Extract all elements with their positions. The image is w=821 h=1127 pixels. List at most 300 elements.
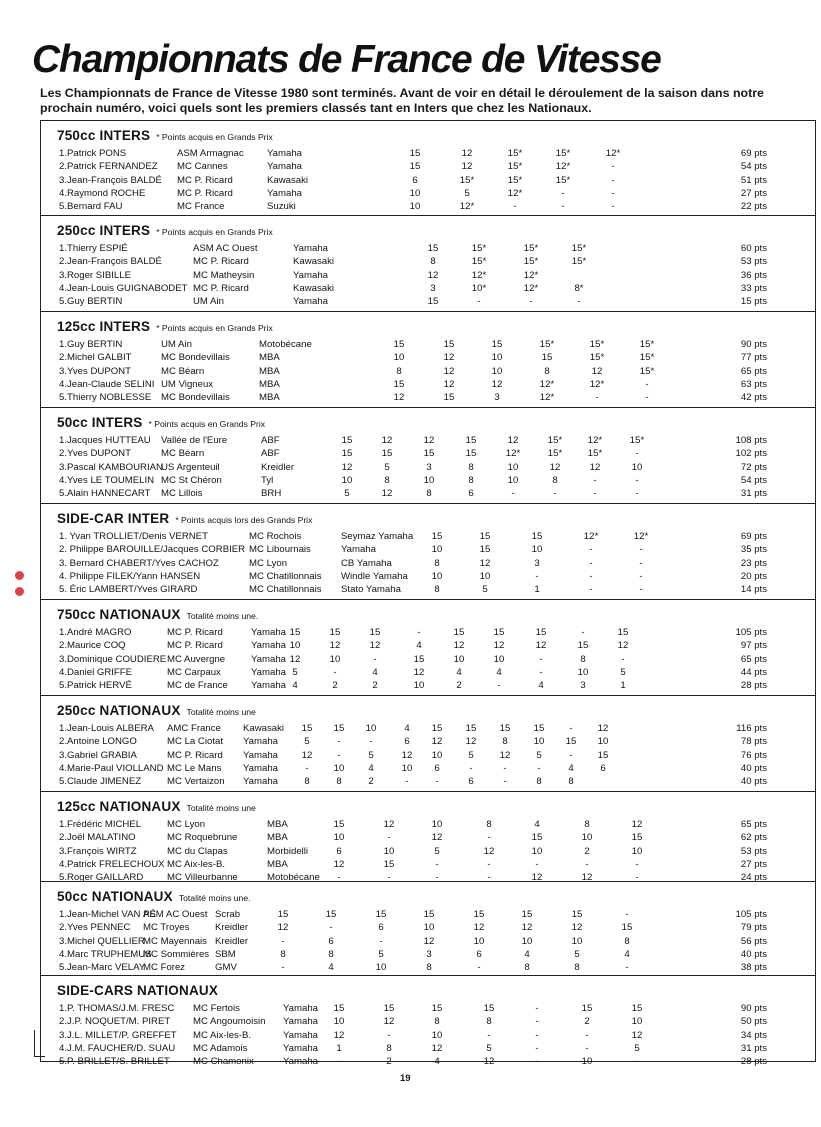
team-name: MC Sommières — [143, 948, 210, 960]
section-note: * Points acquis en Grands Prix — [156, 227, 273, 237]
team-name: MC Adamois — [193, 1042, 248, 1054]
rider-name: 5. Éric LAMBERT/Yves GIRARD — [59, 584, 198, 596]
score-cell: - — [639, 584, 643, 596]
section-title: SIDE-CARS NATIONAUX — [57, 983, 219, 998]
score-cell: 10 — [507, 474, 519, 486]
rider-name: 5.Thierry NOBLESSE — [59, 392, 152, 404]
team-name: AMC France — [167, 723, 221, 734]
score-cell: - — [585, 1029, 589, 1041]
bike-brand: GMV — [215, 962, 237, 974]
rider-name: 1.Patrick PONS — [59, 148, 127, 159]
score-cell: 12 — [431, 832, 443, 844]
table-row — [41, 269, 815, 282]
score-cell: 15 — [301, 723, 313, 734]
score-cell: 10 — [401, 762, 413, 774]
bike-brand: Yamaha — [267, 148, 303, 159]
score-cell: 15 — [383, 1003, 395, 1014]
score-cell: 15 — [617, 627, 629, 638]
score-cell: 15* — [555, 174, 571, 186]
score-cell: 15 — [409, 148, 421, 159]
score-cell: 15* — [507, 148, 523, 159]
score-cell: 12 — [443, 352, 455, 364]
score-cell: - — [417, 627, 421, 638]
score-cell: 15 — [465, 435, 477, 446]
score-cell: 8 — [434, 1016, 440, 1028]
total-points: 27 pts — [740, 187, 767, 199]
total-points: 31 pts — [740, 488, 767, 500]
score-cell: 10 — [431, 544, 443, 556]
score-cell: - — [639, 544, 643, 556]
bike-brand: MBA — [259, 352, 280, 364]
score-cell: - — [405, 776, 409, 788]
rider-name: 4.Marie-Paul VIOLLAND — [59, 762, 164, 774]
score-cell: 12 — [465, 736, 477, 748]
score-cell: 15 — [369, 627, 381, 638]
section-header — [57, 798, 256, 816]
score-cell: 15 — [453, 627, 465, 638]
total-points: 72 pts — [740, 461, 767, 473]
rider-name: 1. Yvan TROLLIET/Denis VERNET — [59, 531, 208, 542]
bike-brand: Kawasaki — [293, 282, 335, 294]
score-cell: - — [535, 1029, 539, 1041]
table-row — [41, 365, 815, 378]
score-cell: 15 — [631, 832, 643, 844]
rider-name: 4. Philippe FILEK/Yann HANSEN — [59, 570, 201, 582]
score-cell: 12 — [289, 653, 301, 665]
score-cell: 8 — [568, 776, 574, 788]
score-cell: 8 — [304, 776, 310, 788]
score-cell: - — [539, 653, 543, 665]
section-note: Totalité moins une — [186, 707, 256, 717]
results-section — [41, 975, 815, 1068]
score-cell: 5 — [378, 948, 384, 960]
rider-name: 2.Maurice COQ — [59, 640, 126, 652]
table-row — [41, 679, 815, 692]
total-points: 78 pts — [740, 736, 767, 748]
score-cell: 5 — [292, 666, 298, 678]
score-cell: - — [581, 627, 585, 638]
total-points: 56 pts — [740, 935, 767, 947]
rider-name: 2.J.P. NOQUET/M. PIRET — [59, 1016, 171, 1028]
score-cell: 15* — [587, 448, 603, 460]
rider-name: 3.Roger SIBILLE — [59, 269, 131, 281]
score-cell: 15* — [523, 256, 539, 268]
total-points: 15 pts — [740, 296, 767, 308]
score-cell: 12 — [383, 819, 395, 830]
score-cell: 10 — [521, 935, 533, 947]
score-cell: 5 — [384, 461, 390, 473]
score-cell: 15 — [479, 544, 491, 556]
score-cell: 10 — [473, 935, 485, 947]
score-cell: 8 — [624, 935, 630, 947]
score-cell: - — [535, 570, 539, 582]
score-cell: 12 — [531, 872, 543, 884]
table-row — [41, 722, 815, 735]
score-cell: 12 — [301, 749, 313, 761]
score-cell: 10 — [533, 736, 545, 748]
score-cell: 15* — [539, 339, 555, 350]
score-cell: 15 — [479, 531, 491, 542]
score-cell: - — [589, 557, 593, 569]
score-cell: 15 — [333, 723, 345, 734]
score-cell: 12 — [479, 557, 491, 569]
team-name: MC Aix-les-B. — [167, 858, 226, 870]
bike-brand: MBA — [267, 858, 288, 870]
score-cell: 12* — [555, 161, 571, 173]
team-name: MC Lillois — [161, 488, 203, 500]
score-cell: 15 — [631, 1003, 643, 1014]
score-cell: 3 — [494, 392, 500, 404]
score-cell: 10 — [431, 1029, 443, 1041]
score-cell: - — [487, 1029, 491, 1041]
score-cell: 10 — [597, 736, 609, 748]
score-cell: - — [305, 762, 309, 774]
total-points: 65 pts — [740, 653, 767, 665]
score-cell: 15 — [329, 627, 341, 638]
score-cell: 15 — [383, 858, 395, 870]
team-name: UM Ain — [193, 296, 224, 308]
score-cell: - — [503, 776, 507, 788]
score-cell: 12* — [539, 378, 555, 390]
team-name: ASM AC Ouest — [143, 909, 208, 920]
score-cell: 8 — [396, 365, 402, 377]
score-cell: 12 — [453, 640, 465, 652]
team-name: MC Angoumoisin — [193, 1016, 266, 1028]
score-cell: 3 — [580, 680, 586, 692]
score-cell: 8 — [544, 365, 550, 377]
table-row — [41, 461, 815, 474]
total-points: 28 pts — [740, 1056, 767, 1068]
score-cell: 5 — [482, 584, 488, 596]
team-name: MC Roquebrune — [167, 832, 238, 844]
score-cell: 8 — [468, 461, 474, 473]
score-cell: 10 — [431, 749, 443, 761]
team-name: MC Auvergne — [167, 653, 226, 665]
bike-brand: Motobécane — [267, 872, 320, 884]
score-cell: - — [487, 858, 491, 870]
score-cell: 12* — [507, 187, 523, 199]
score-cell: 4 — [372, 666, 378, 678]
score-cell: 15 — [533, 723, 545, 734]
score-cell: 10 — [333, 762, 345, 774]
team-name: MC Lyon — [167, 819, 206, 830]
score-cell: 8 — [430, 256, 436, 268]
score-cell: 15 — [565, 736, 577, 748]
score-cell: 10 — [409, 201, 421, 213]
score-cell: 8 — [328, 948, 334, 960]
section-header — [57, 606, 258, 624]
table-row — [41, 1029, 815, 1042]
score-cell: 15 — [277, 909, 289, 920]
table-row — [41, 583, 815, 596]
bike-brand: Suzuki — [267, 201, 296, 213]
score-cell: 2 — [372, 680, 378, 692]
rider-name: 3.Gabriel GRABIA — [59, 749, 137, 761]
table-row — [41, 735, 815, 748]
table-row — [41, 242, 815, 255]
score-cell: 10 — [289, 640, 301, 652]
score-cell: 8 — [580, 653, 586, 665]
rider-name: 3. Bernard CHABERT/Yves CACHOZ — [59, 557, 219, 569]
score-cell: - — [497, 680, 501, 692]
score-cell: 12 — [483, 845, 495, 857]
score-cell: 12* — [523, 269, 539, 281]
score-cell: 12 — [443, 378, 455, 390]
score-cell: - — [611, 161, 615, 173]
team-name: MC P. Ricard — [167, 627, 223, 638]
total-points: 108 pts — [735, 435, 767, 446]
score-cell: 12 — [443, 365, 455, 377]
rider-name: 4.Jean-Louis GUIGNABODET — [59, 282, 188, 294]
score-cell: - — [635, 858, 639, 870]
rider-name: 4.Marc TRUPHEMUS — [59, 948, 152, 960]
bike-brand: Yamaha — [283, 1029, 319, 1041]
team-name: MC P. Ricard — [177, 187, 233, 199]
score-cell: 15 — [483, 1003, 495, 1014]
table-row — [41, 831, 815, 844]
score-cell: - — [535, 1003, 539, 1014]
score-cell: 4 — [534, 819, 540, 830]
table-row — [41, 147, 815, 160]
bike-brand: Kawasaki — [243, 723, 285, 734]
score-cell: 5 — [464, 187, 470, 199]
rider-name: 3.Dominique COUDIERE — [59, 653, 167, 665]
score-cell: 15 — [333, 819, 345, 830]
table-row — [41, 653, 815, 666]
score-cell: 15* — [589, 352, 605, 364]
score-cell: 12 — [369, 640, 381, 652]
score-cell: 15* — [547, 435, 563, 446]
total-points: 62 pts — [740, 832, 767, 844]
rider-name: 1.Jean-Michel VAN PÉ — [59, 909, 156, 920]
score-cell: - — [435, 872, 439, 884]
total-points: 20 pts — [740, 570, 767, 582]
bike-brand: Yamaha — [293, 296, 329, 308]
score-cell: - — [639, 570, 643, 582]
team-name: MC P. Ricard — [167, 640, 223, 652]
rider-name: 2.Joël MALATINO — [59, 832, 136, 844]
rider-name: 5.Guy BERTIN — [59, 296, 123, 308]
total-points: 23 pts — [740, 557, 767, 569]
score-cell: 5 — [536, 749, 542, 761]
section-header — [57, 888, 251, 906]
score-cell: - — [535, 858, 539, 870]
rider-name: 3.Michel QUELLIER — [59, 935, 145, 947]
table-row — [41, 543, 815, 556]
table-row — [41, 200, 815, 213]
score-cell: 15 — [427, 243, 439, 254]
score-cell: 15 — [341, 448, 353, 460]
team-name: MC P. Ricard — [167, 749, 223, 761]
team-name: MC Libournais — [249, 544, 311, 556]
score-cell: 12* — [583, 531, 599, 542]
score-cell: - — [611, 174, 615, 186]
rider-name: 2.Yves PENNEC — [59, 922, 131, 934]
score-cell: - — [529, 296, 533, 308]
score-cell: 15 — [409, 161, 421, 173]
team-name: MC Béarn — [161, 365, 205, 377]
bike-brand: Yamaha — [251, 627, 287, 638]
score-cell: 12 — [507, 435, 519, 446]
table-row — [41, 1042, 815, 1055]
score-cell: 15 — [621, 922, 633, 934]
bike-brand: Kreidler — [215, 922, 249, 934]
bike-brand: Yamaha — [293, 269, 329, 281]
rider-name: 5.Alain HANNECART — [59, 488, 151, 500]
score-cell: 6 — [412, 174, 418, 186]
total-points: 105 pts — [735, 627, 767, 638]
score-cell: 15* — [471, 256, 487, 268]
score-cell: - — [635, 872, 639, 884]
table-row — [41, 295, 815, 308]
bike-brand: ABF — [261, 448, 280, 460]
rider-name: 1.Frédéric MICHEL — [59, 819, 142, 830]
team-name: Vallée de l'Eure — [161, 435, 228, 446]
rider-name: 2.Michel GALBIT — [59, 352, 132, 364]
score-cell: 15 — [325, 909, 337, 920]
total-points: 53 pts — [740, 845, 767, 857]
results-section — [41, 503, 815, 600]
bike-brand: Yamaha — [283, 1003, 319, 1014]
score-cell: - — [553, 488, 557, 500]
section-header — [57, 702, 256, 720]
team-name: MC Forez — [143, 962, 186, 974]
section-header — [57, 127, 273, 145]
total-points: 36 pts — [740, 269, 767, 281]
total-points: 69 pts — [740, 148, 767, 159]
score-cell: 3 — [534, 557, 540, 569]
score-cell: 12 — [581, 872, 593, 884]
rider-name: 1.P. THOMAS/J.M. FRESC — [59, 1003, 175, 1014]
total-points: 90 pts — [740, 339, 767, 350]
score-cell: - — [535, 1056, 539, 1068]
table-row — [41, 626, 815, 639]
score-cell: 15 — [535, 627, 547, 638]
score-cell: 10 — [423, 474, 435, 486]
score-cell: 15 — [431, 723, 443, 734]
team-name: MC Bondevillais — [161, 392, 230, 404]
score-cell: 10 — [431, 570, 443, 582]
team-name: MC Lyon — [249, 557, 288, 569]
total-points: 31 pts — [740, 1042, 767, 1054]
total-points: 79 pts — [740, 922, 767, 934]
total-points: 28 pts — [740, 680, 767, 692]
bike-brand: ABF — [261, 435, 280, 446]
score-cell: 12 — [535, 640, 547, 652]
score-cell: 1 — [336, 1042, 342, 1054]
score-cell: 15 — [431, 1003, 443, 1014]
score-cell: 15 — [423, 448, 435, 460]
score-cell: - — [511, 488, 515, 500]
score-cell: 4 — [524, 948, 530, 960]
section-title: 250cc NATIONAUX — [57, 703, 181, 718]
total-points: 51 pts — [740, 174, 767, 186]
section-header — [57, 982, 218, 1000]
score-cell: 12 — [483, 1056, 495, 1068]
score-cell: 4 — [416, 640, 422, 652]
total-points: 14 pts — [740, 584, 767, 596]
score-cell: 10 — [413, 680, 425, 692]
table-row — [41, 487, 815, 500]
score-cell: 10 — [577, 666, 589, 678]
score-cell: 2 — [584, 845, 590, 857]
score-cell: 8* — [574, 282, 584, 294]
score-cell: 12 — [277, 922, 289, 934]
rider-name: 2. Philippe BAROUILLE/Jacques CORBIER — [59, 544, 246, 556]
score-cell: 15 — [423, 909, 435, 920]
score-cell: 2 — [456, 680, 462, 692]
score-cell: 15* — [507, 174, 523, 186]
total-points: 116 pts — [736, 723, 767, 734]
rider-name: 5.Patrick HERVÉ — [59, 680, 132, 692]
score-cell: 12* — [605, 148, 621, 159]
score-cell: - — [487, 872, 491, 884]
rider-name: 1.Jacques HUTTEAU — [59, 435, 151, 446]
score-cell: 2 — [386, 1056, 392, 1068]
score-cell: - — [379, 935, 383, 947]
score-cell: - — [621, 653, 625, 665]
score-cell: 12 — [493, 640, 505, 652]
table-row — [41, 391, 815, 404]
score-cell: 10 — [375, 962, 387, 974]
rider-name: 5.Jean-Marc VELAY — [59, 962, 146, 974]
total-points: 27 pts — [740, 858, 767, 870]
team-name: MC Chatillonnais — [249, 584, 322, 596]
rider-name: 2.Jean-François BALDÉ — [59, 256, 162, 268]
score-cell: - — [635, 488, 639, 500]
team-name: MC P. Ricard — [193, 282, 249, 294]
bike-brand: Yamaha — [341, 544, 377, 556]
team-name: MC Fertois — [193, 1003, 240, 1014]
score-cell: 15 — [521, 909, 533, 920]
score-cell: - — [593, 474, 597, 486]
score-cell: 10 — [581, 832, 593, 844]
rider-name: 1.Guy BERTIN — [59, 339, 123, 350]
rider-name: 3.J.L. MILLET/P. GREFFET — [59, 1029, 177, 1041]
rider-name: 3.Pascal KAMBOURIAN — [59, 461, 163, 473]
section-title: 750cc NATIONAUX — [57, 607, 181, 622]
score-cell: 12* — [633, 531, 649, 542]
rider-name: 4.Patrick FRELECHOUX — [59, 858, 165, 870]
score-cell: 10 — [531, 544, 543, 556]
score-cell: 4 — [328, 962, 334, 974]
team-name: ASM AC Ouest — [193, 243, 258, 254]
score-cell: 2 — [584, 1016, 590, 1028]
score-cell: - — [513, 201, 517, 213]
score-cell: 15* — [639, 352, 655, 364]
bike-brand: Motobécane — [259, 339, 312, 350]
total-points: 42 pts — [740, 392, 767, 404]
score-cell: 15 — [289, 627, 301, 638]
score-cell: 12 — [461, 161, 473, 173]
score-cell: 12 — [393, 392, 405, 404]
score-cell: 4 — [368, 762, 374, 774]
score-cell: 12 — [617, 640, 629, 652]
rider-name: 5.Bernard FAU — [59, 201, 123, 213]
team-name: MC Vertaizon — [167, 776, 225, 788]
score-cell: 6 — [468, 776, 474, 788]
table-row — [41, 818, 815, 831]
total-points: 60 pts — [740, 243, 767, 254]
score-cell: 12 — [473, 922, 485, 934]
score-cell: 5 — [468, 749, 474, 761]
team-name: UM Ain — [161, 339, 192, 350]
page-title: Championnats de France de Vitesse — [32, 38, 661, 81]
score-cell: 10 — [479, 570, 491, 582]
score-cell: - — [589, 544, 593, 556]
table-row — [41, 174, 815, 187]
score-cell: 12 — [383, 1016, 395, 1028]
